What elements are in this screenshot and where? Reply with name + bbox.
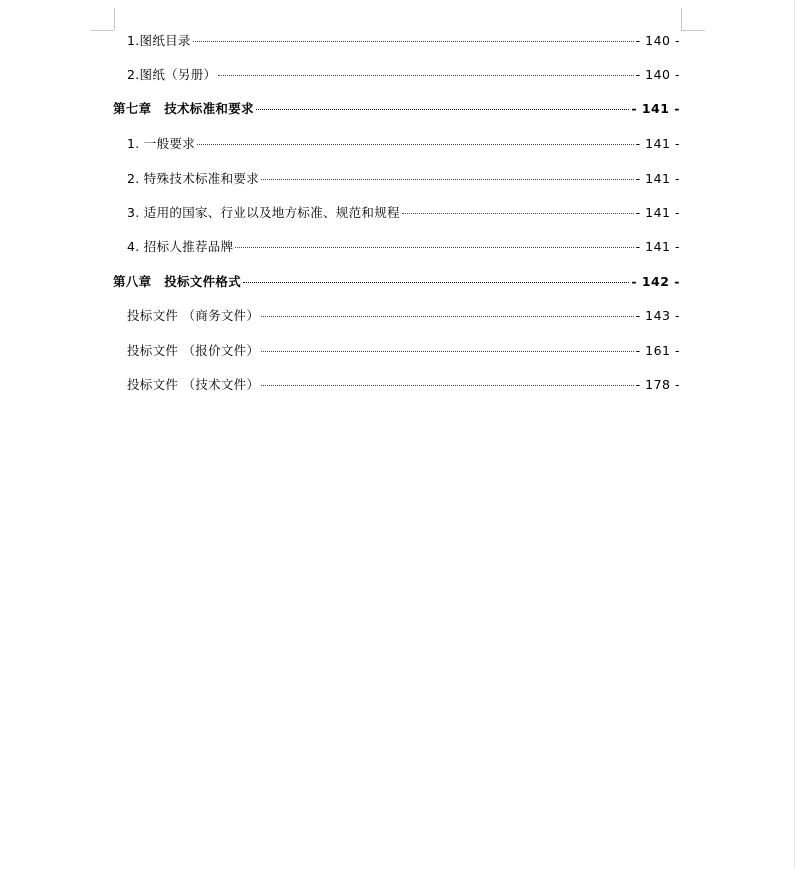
toc-entry-title: 1. 一般要求 [127, 136, 195, 151]
toc-entry-title: 3. 适用的国家、行业以及地方标准、规范和规程 [127, 205, 400, 220]
toc-entry-page: - 141 - [635, 205, 680, 220]
toc-dot-leader [261, 315, 633, 317]
toc-entry-page: - 141 - [635, 171, 680, 186]
toc-entry-page: - 141 - [635, 136, 680, 151]
toc-entry[interactable] [127, 343, 680, 359]
toc-entry-page: - 142 - [631, 274, 680, 289]
toc-entry-page: - 143 - [635, 308, 680, 323]
toc-entry[interactable] [127, 205, 680, 221]
toc-dot-leader [193, 40, 634, 42]
page-corner-mark-top-right [681, 8, 682, 30]
toc-entry[interactable] [127, 33, 680, 49]
page-corner-mark-top-right [681, 30, 705, 31]
toc-dot-leader [256, 108, 630, 110]
toc-entry-title: 4. 招标人推荐品牌 [127, 239, 234, 254]
toc-entry-title: 2. 特殊技术标准和要求 [127, 171, 259, 186]
toc-entry-title: 投标文件 （技术文件） [127, 377, 260, 392]
toc-entry[interactable] [127, 136, 680, 152]
toc-dot-leader [261, 178, 634, 180]
toc-dot-leader [261, 384, 633, 386]
toc-entry-title: 第八章 投标文件格式 [113, 274, 242, 289]
toc-dot-leader [261, 350, 633, 352]
toc-entry-title: 1.图纸目录 [127, 33, 191, 48]
toc-dot-leader [235, 246, 633, 248]
page-corner-mark-top-left [114, 8, 115, 30]
toc-dot-leader [402, 212, 634, 214]
toc-entry[interactable] [127, 377, 680, 393]
toc-chapter-entry[interactable] [113, 101, 680, 117]
toc-entry-title: 投标文件 （报价文件） [127, 343, 260, 358]
page-corner-mark-top-left [90, 30, 114, 31]
toc-dot-leader [243, 281, 629, 283]
toc-entry-page: - 140 - [635, 33, 680, 48]
toc-entry-page: - 140 - [635, 67, 680, 82]
toc-entry-page: - 141 - [631, 101, 680, 116]
toc-entry-page: - 178 - [635, 377, 680, 392]
toc-entry-title: 第七章 技术标准和要求 [113, 101, 254, 116]
toc-entry[interactable] [127, 67, 680, 83]
toc-entry[interactable] [127, 171, 680, 187]
toc-entry[interactable] [127, 239, 680, 255]
toc-chapter-entry[interactable] [113, 274, 680, 290]
toc-entry-page: - 161 - [635, 343, 680, 358]
toc-entry-title: 2.图纸（另册） [127, 67, 217, 82]
toc-dot-leader [218, 74, 633, 76]
toc-entry[interactable] [127, 308, 680, 324]
toc-entry-title: 投标文件 （商务文件） [127, 308, 260, 323]
toc-dot-leader [197, 143, 634, 145]
toc-entry-page: - 141 - [635, 239, 680, 254]
